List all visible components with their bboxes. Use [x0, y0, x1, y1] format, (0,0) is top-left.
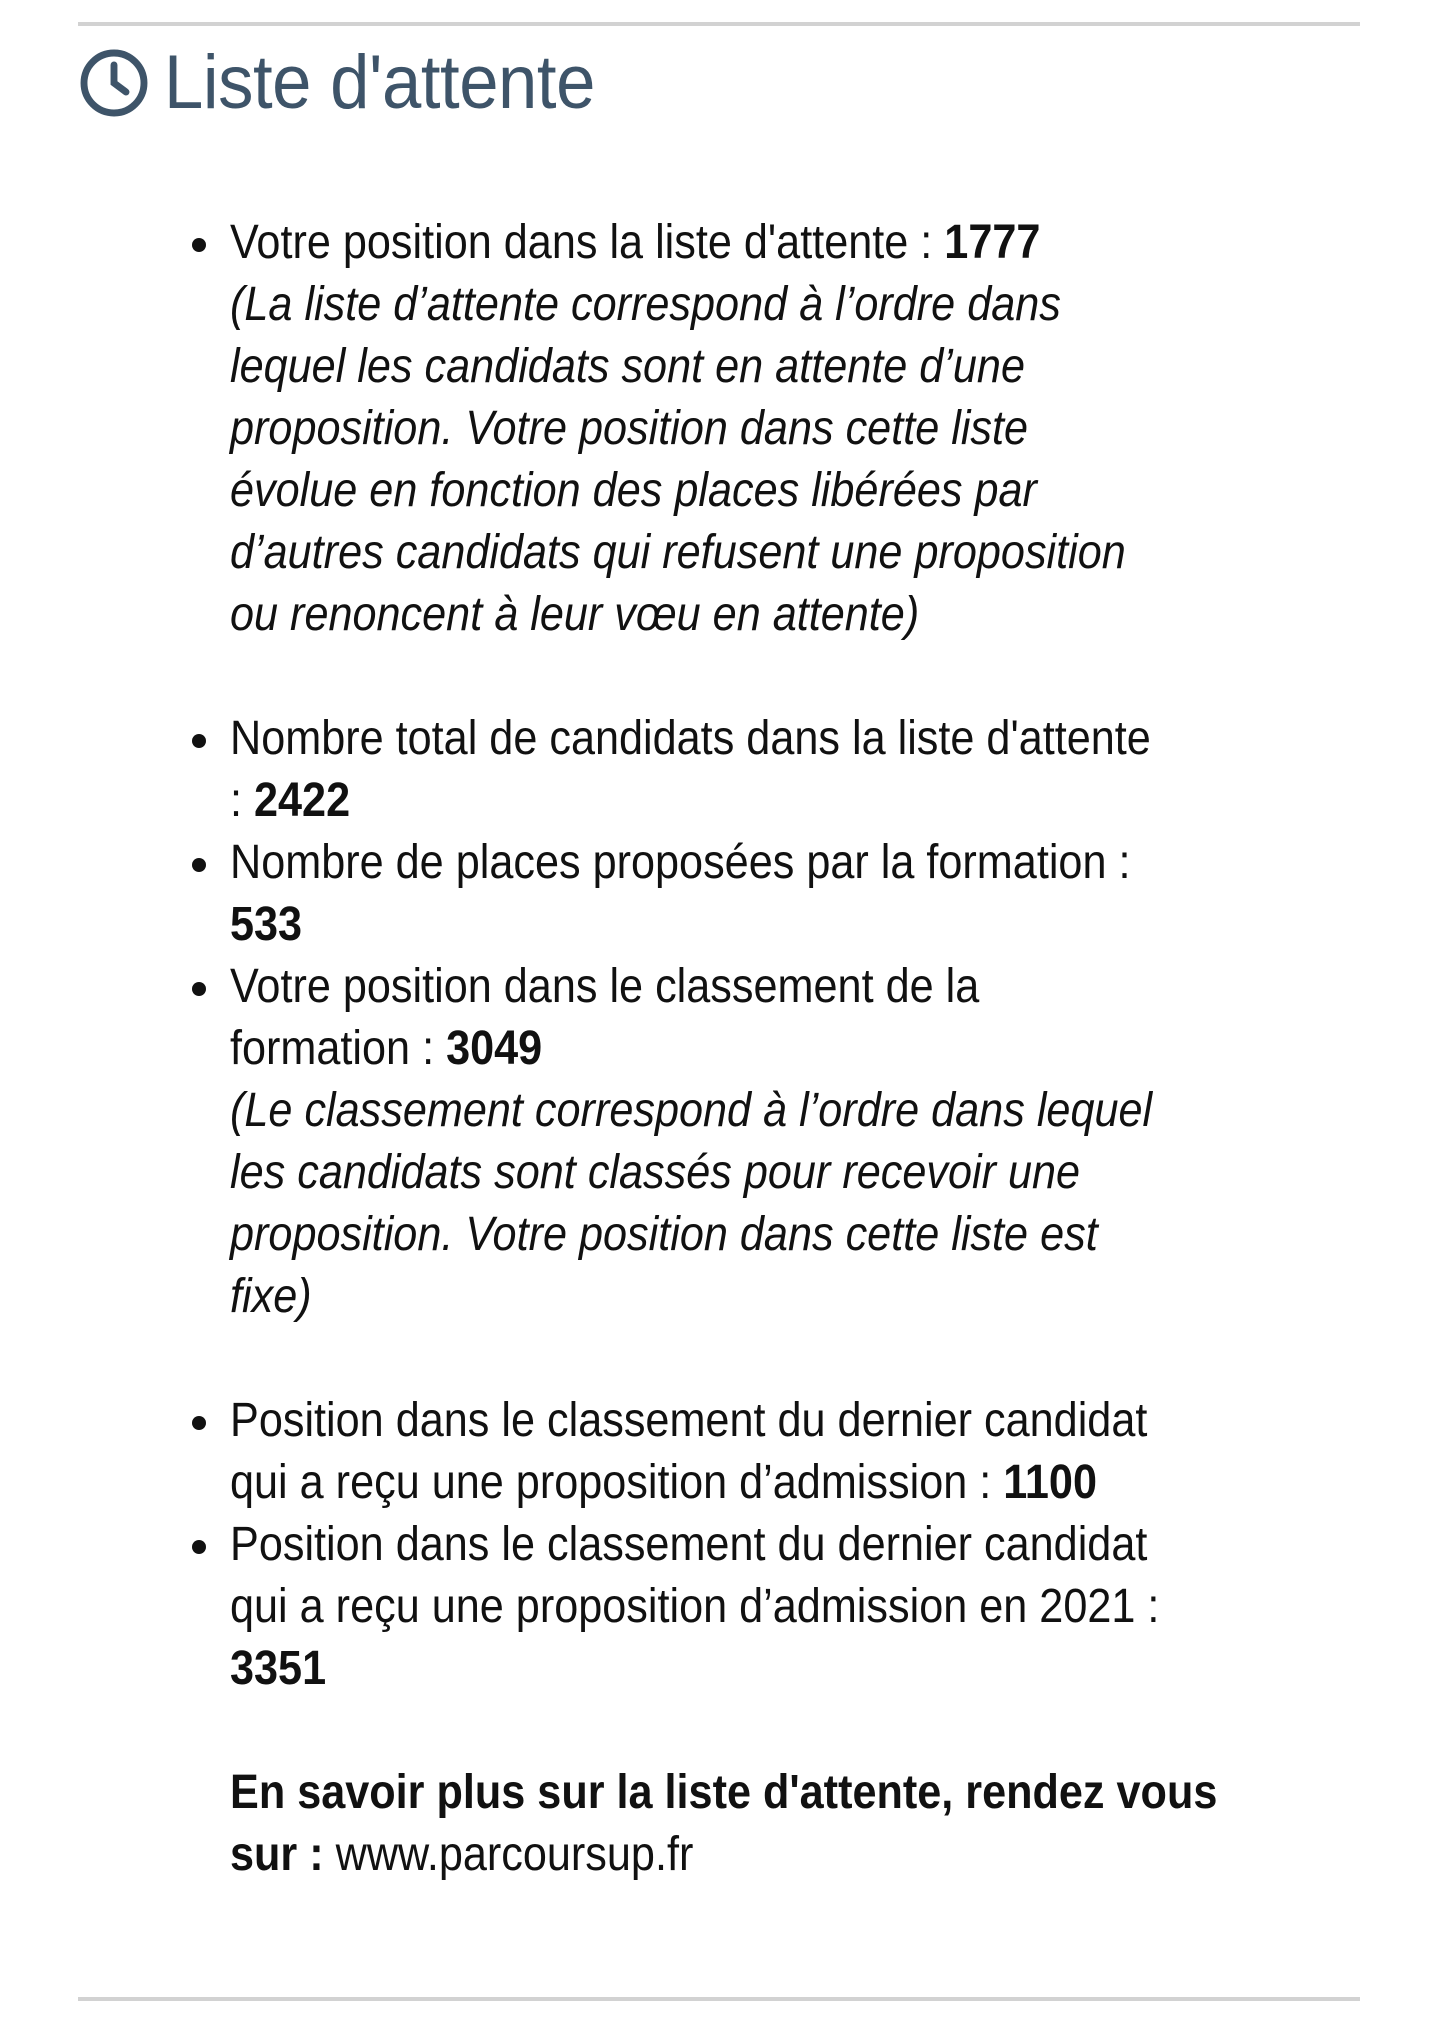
ranking-note-line: les candidats sont classés pour recevoir une — [230, 1146, 1081, 1199]
section-divider-bottom — [78, 1997, 1360, 2001]
total-candidates-label-end: : — [230, 774, 255, 827]
more-info — [230, 1762, 1360, 1886]
last-admitted-2021-label-end: qui a reçu une proposition d’admission en 2021 : — [230, 1580, 1160, 1633]
total-candidates-label: Nombre total de candidats dans la liste d'attente — [230, 712, 1151, 765]
total-candidates-value: 2422 — [254, 774, 351, 827]
last-admitted-value: 1100 — [1003, 1456, 1097, 1509]
ranking-position-label-end: formation : — [230, 1022, 447, 1075]
last-admitted-2021-value: 3351 — [230, 1642, 327, 1695]
waitlist-note-line: proposition. Votre position dans cette liste — [230, 402, 1029, 455]
ranking-note-line: proposition. Votre position dans cette liste est — [230, 1208, 1098, 1261]
section-divider-top — [78, 22, 1360, 26]
more-info-text-end: sur : — [230, 1828, 336, 1881]
waitlist-note-line: ou renoncent à leur vœu en attente) — [230, 588, 920, 641]
list-item-last-admitted-2021 — [230, 1514, 1360, 1762]
waitlist-note-line: évolue en fonction des places libérées par — [230, 464, 1037, 517]
waitlist-stats-list — [230, 212, 1360, 1762]
ranking-position-value: 3049 — [446, 1022, 543, 1075]
waitlist-note-line: d’autres candidats qui refusent une proposition — [230, 526, 1126, 579]
waitlist-position-value: 1777 — [944, 216, 1041, 269]
list-item-ranking-position — [230, 956, 1360, 1390]
last-admitted-2021-label: Position dans le classement du dernier candidat — [230, 1518, 1148, 1571]
waitlist-note-line: lequel les candidats sont en attente d’une — [230, 340, 1025, 393]
ranking-note-line: fixe) — [230, 1270, 312, 1323]
last-admitted-label-end: qui a reçu une proposition d’admission : — [230, 1456, 1004, 1509]
list-item-waitlist-position — [230, 212, 1360, 708]
section-title: Liste d'attente — [164, 40, 595, 125]
places-offered-value: 533 — [230, 898, 303, 951]
waitlist-position-label: Votre position dans la liste d'attente : — [230, 216, 945, 269]
section-header — [78, 38, 627, 128]
list-item-total-candidates — [230, 708, 1360, 832]
clock-icon — [78, 47, 150, 119]
list-item-last-admitted — [230, 1390, 1360, 1514]
waitlist-note-line: (La liste d’attente correspond à l’ordre dans — [230, 278, 1061, 331]
ranking-note-line: (Le classement correspond à l’ordre dans lequel — [230, 1084, 1153, 1137]
waitlist-info — [230, 212, 1360, 1886]
last-admitted-label: Position dans le classement du dernier candidat — [230, 1394, 1148, 1447]
list-item-places-offered — [230, 832, 1360, 956]
ranking-position-label: Votre position dans le classement de la — [230, 960, 980, 1013]
more-info-text: En savoir plus sur la liste d'attente, rendez vous — [230, 1766, 1218, 1819]
parcoursup-link[interactable]: www.parcoursup.fr — [335, 1828, 694, 1881]
places-offered-label: Nombre de places proposées par la formation : — [230, 836, 1131, 889]
